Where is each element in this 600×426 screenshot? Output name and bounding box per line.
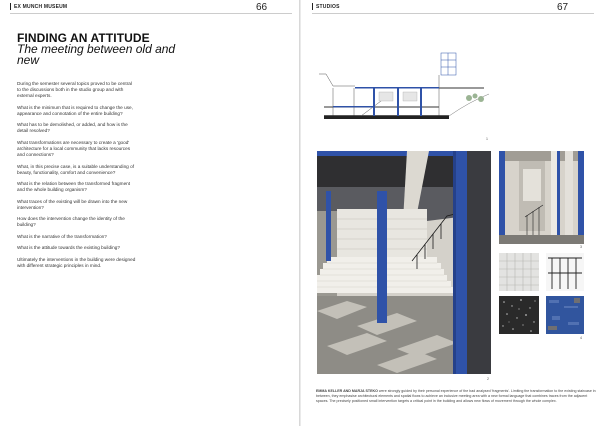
paragraph: What transformations are necessary to create a 'good' architecture for a local community that lacks resources and connections? [17,139,131,158]
blue-metal-sample [546,296,584,334]
figure-number: 3 [580,245,582,249]
paragraph: How does the intervention change the identity of the building? [17,216,125,228]
header-marker [312,3,313,10]
page-subtitle: The meeting between old and new [17,42,176,67]
figure-number: 2 [487,377,489,381]
page-title-block [17,33,177,66]
railing-drawing-svg [546,253,584,291]
stair-detail-photo [499,151,584,244]
paragraph: What is the minimum that is required to change the use, appearance and connotation of the entire building? [17,104,133,116]
body-text [17,81,137,274]
railing-drawing [546,253,584,291]
page-title: FINDING AN ATTITUDE [17,31,150,45]
section-drawing [319,50,504,136]
paragraph: What traces of the existing will be drawn into the new intervention? [17,198,128,210]
paragraph: What has to be demolished, or added, and how is the detail resolved? [17,122,128,134]
right-page-number: 67 [557,2,569,13]
right-page [301,0,600,426]
staircase-photo-svg [317,151,491,374]
figure-number: 1 [486,137,488,141]
paragraph: What is the narrative of the transformation? [17,233,107,239]
header-marker [10,3,11,10]
paragraph: What is the attitude towards the existing building? [17,245,120,251]
terrazzo-sample [499,296,539,334]
paragraph: What is the relation between the transformed fragment and the whole building organism? [17,181,131,193]
section-drawing-svg [319,50,504,136]
right-running-header: STUDIOS [316,4,340,10]
blue-metal-sample-svg [546,296,584,334]
stair-detail-photo-svg [499,151,584,244]
terrazzo-sample-svg [499,296,539,334]
caption-text: were strongly guided by their personal experience of the bad analysed 'fragments'. Limiting the transformation to the existing staircase in between, they emphasise architectural elements and spatial flows to achieve an inclusive meeting area with a new formal language that combines traces from the adjacent spaces. The precisely positioned small intervention targets a critical point in the building and allows new flows of movement through the whole complex. [316,389,596,403]
left-running-header: EX MUNCH MUSEUM [14,4,68,10]
figure-caption [316,389,596,403]
caption-names: EMMA KELLER AND MARJA STEKO [316,389,378,393]
paragraph: Ultimately the interventions in the building were designed with different strategic principles in mind. [17,256,136,268]
header-rule [312,13,594,14]
glass-block-sample-svg [499,253,539,291]
paragraph: What, in this precise case, is a suitable understanding of beauty, functionality, comfort and convenience? [17,163,134,175]
paragraph: During the semester several topics proved to be central to the discussions both in the studio group and with external experts. [17,81,132,99]
left-page [0,0,299,426]
glass-block-sample [499,253,539,291]
left-page-number: 66 [256,2,268,13]
header-rule [10,13,292,14]
staircase-photo [317,151,491,374]
figure-number: 4 [580,336,582,340]
